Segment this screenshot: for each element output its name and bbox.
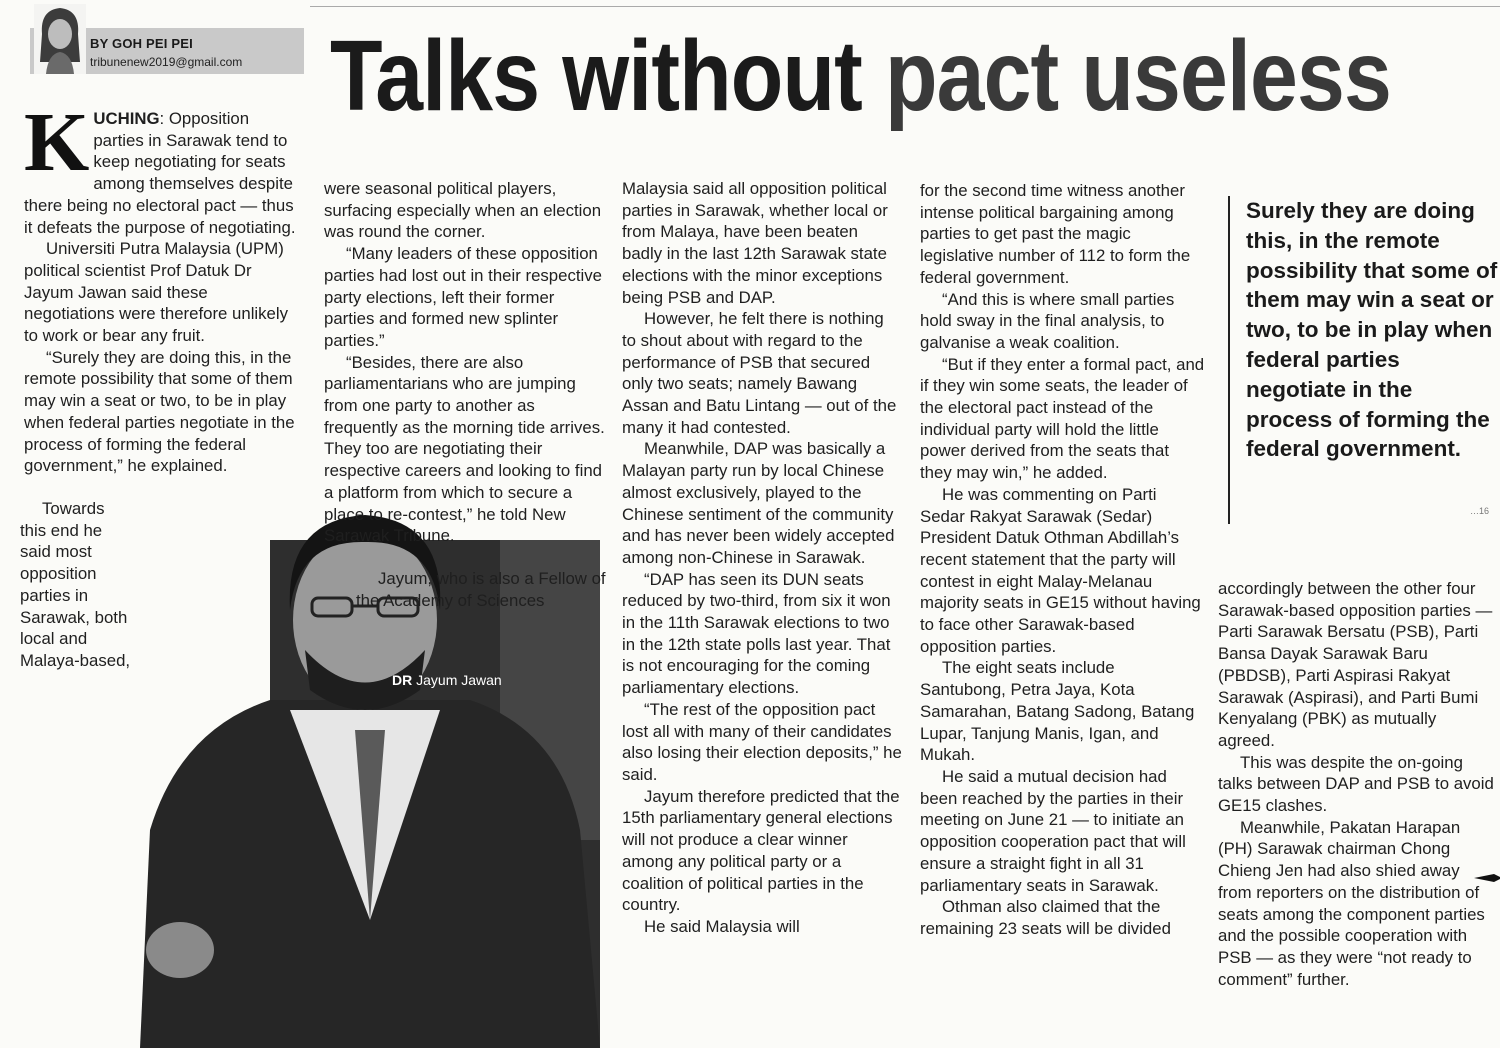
paragraph: Universiti Putra Malaysia (UPM) political scientist Prof Datuk Dr Jayum Jawan said these negotiations were therefore unlikely to work or bear any fruit. <box>24 239 288 346</box>
column-2 <box>324 178 606 547</box>
photo-caption <box>392 672 502 688</box>
paragraph: “Besides, there are also parliamentarians who are jumping from one party to another as frequently as the morning tide arrives. They too are negotiating their respective careers and looking to find a platform from which to secure a place to re-contest,” he told New Sarawak Tribune. <box>324 352 605 546</box>
column-5 <box>1218 578 1496 990</box>
paragraph: were seasonal political players, surfacing especially when an election was round the corner. <box>324 179 602 242</box>
paragraph: “Many leaders of these opposition parties had lost out in their respective party elections, left their former parties and formed new splinter parties.” <box>324 244 602 350</box>
paragraph: “And this is where small parties hold sway in the final analysis, to galvanise a weak coalition. <box>920 289 1175 352</box>
paragraph: Meanwhile, DAP was basically a Malayan party run by local Chinese almost exclusively, played to the Chinese sentiment of the community and has never been widely accepted among non-Chinese in Sarawak. <box>622 439 895 567</box>
paragraph: He said Malaysia will <box>644 916 800 936</box>
byline-name: BY GOH PEI PEI <box>90 36 193 51</box>
paragraph: He said a mutual decision had been reached by the parties in their meeting on June 21 — to initiate an opposition cooperation pact that will ensure a straight fight in all 31 parliamentary seats in Sarawak. <box>920 766 1186 895</box>
headline-part2: pact useless <box>861 20 1391 132</box>
paragraph: However, he felt there is nothing to shout about with regard to the performance of PSB that secured only two seats; namely Bawang Assan and Batu Lintang — out of the many it had contested. <box>622 309 897 437</box>
caption-name: Jayum Jawan <box>412 672 502 688</box>
byline <box>30 28 304 74</box>
paragraph: “But if they enter a formal pact, and if they win some seats, the leader of the electoral pact instead of the individual party will hold the little power derived from the seats that they may win,” he added. <box>920 354 1205 483</box>
caption-prefix: DR <box>392 672 413 688</box>
dropcap: K <box>24 96 90 189</box>
lead-paragraph <box>24 96 299 238</box>
paragraph: Meanwhile, Pakatan Harapan (PH) Sarawak chairman Chong Chieng Jen had also shied away from reporters on the distribution of seats among the component parties and the possible cooperation with PSB — as they were “not ready to comment” further. <box>1218 817 1485 989</box>
lead-kicker: UCHING <box>93 109 160 128</box>
paragraph: “Surely they are doing this, in the remote possibility that some of them may win a seat or two, to be in play when federal parties negotiate in the process of forming the federal government,” he explained. <box>24 347 295 476</box>
pull-quote: Surely they are doing this, in the remote possibility that some of them may win a seat or two, to be in play when federal parties negotiate in the process of forming the federal government. <box>1228 196 1500 524</box>
column-1 <box>24 96 299 477</box>
paragraph: “The rest of the opposition pact lost all with many of their candidates also losing their election deposits,” he said. <box>622 699 902 784</box>
paragraph: Towards this end he said most opposition parties in Sarawak, both local and Malaya-based, <box>20 499 131 670</box>
paragraph: Othman also claimed that the remaining 23 seats will be divided <box>920 897 1171 938</box>
paragraph: Jayum, who is also a Fellow of the Academy of Sciences <box>356 569 606 610</box>
paragraph: Jayum therefore predicted that the 15th parliamentary general elections will not produce a clear winner among any political party or a coalition of political parties in the country. <box>622 786 900 915</box>
byline-email: tribunenew2019@gmail.com <box>90 55 243 69</box>
page-mark: …16 <box>1470 506 1490 516</box>
column-4 <box>920 180 1205 940</box>
paragraph: He was commenting on Parti Sedar Rakyat Sarawak (Sedar) President Datuk Othman Abdillah’s recent statement that the party will contest in eight Malay-Melanau majority seats in GE15 without having to face other Sarawak-based opposition parties. <box>920 484 1201 656</box>
paragraph: Malaysia said all opposition political parties in Sarawak, whether local or from Malaya, have been beaten badly in the last 12th Sarawak state elections with the minor exceptions being PSB and DAP. <box>622 179 888 307</box>
paragraph: for the second time witness another intense political bargaining among parties to get past the magic legislative number of 112 to form the federal government. <box>920 181 1191 287</box>
paragraph: “DAP has seen its DUN seats reduced by two-third, from six it won in the 11th Sarawak elections to two in the 12th state polls last year. That is not encouraging for the coming parliamentary elections. <box>622 569 891 698</box>
top-rule <box>310 6 1500 7</box>
column-1-wrap <box>20 498 135 672</box>
lead-text: : Opposition parties in Sarawak tend to keep negotiating for seats among themselves despite there being no electoral pact — thus it defeats the purpose of negotiating. <box>24 109 296 237</box>
paragraph: This was despite the on-going talks between DAP and PSB to avoid GE15 clashes. <box>1218 752 1494 816</box>
paragraph: accordingly between the other four Sarawak-based opposition parties — Parti Sarawak Bersatu (PSB), Parti Bansa Dayak Sarawak Baru (PBDSB), Parti Aspirasi Rakyat Sarawak (Aspirasi), and Parti Bumi Kenyalang (PBK) as mutually agreed. <box>1218 579 1493 750</box>
paragraph: The eight seats include Santubong, Petra Jaya, Kota Samarahan, Batang Sadong, Batang Lupar, Tanjung Manis, Igan, and Mukah. <box>920 658 1195 765</box>
column-2-wrap <box>356 568 606 611</box>
headline-part1: Talks without <box>330 20 862 132</box>
author-photo <box>34 4 86 74</box>
column-3 <box>622 178 902 938</box>
headline <box>330 20 1391 132</box>
